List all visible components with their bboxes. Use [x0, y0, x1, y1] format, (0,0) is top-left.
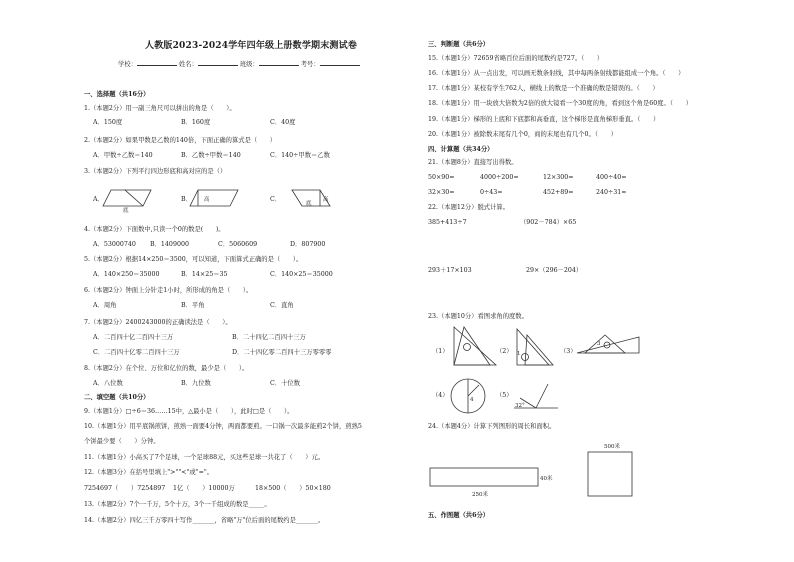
- q22-item-4: 29×（296－204）: [526, 267, 583, 274]
- section-fill: 二、填空题（共10分）: [84, 394, 150, 401]
- header-fields: [118, 61, 360, 68]
- q1-option-a: A．150度: [93, 119, 123, 126]
- q3-c-high-label: 高: [323, 197, 329, 203]
- q21-r1-c3: 12×300=: [543, 174, 574, 181]
- q2-option-c: C．140÷甲数＝乙数: [270, 152, 330, 159]
- q7-option-a: A．二百四十亿二百四十三万: [93, 334, 174, 341]
- question-5: 5.（本题2分）根据14×250＝3500，可以知道，下面算式正确的是（ ）。: [84, 256, 303, 263]
- q6-option-c: C．直角: [270, 302, 294, 309]
- question-10: 10.（本题1分）用平底锅煎饼，煎熟一面要4分钟，两面都要煎。一口锅一次最多能煎2个饼，煎熟5: [84, 423, 362, 430]
- q21-r2-c2: 0÷43=: [480, 189, 503, 196]
- question-21: 21.（本题8分）直接写出得数。: [428, 159, 518, 166]
- q12-item-2: 1亿（ ）10000万: [173, 485, 235, 492]
- school-label: 学校：: [118, 61, 137, 68]
- q1-option-c: C．40度: [270, 119, 296, 126]
- q23-figure-5: [512, 380, 560, 414]
- q24-rect-width-label: 250米: [472, 492, 488, 498]
- q5-option-c: C．140×25＝35000: [270, 271, 333, 278]
- q6-option-a: A．周角: [93, 302, 117, 309]
- q23-angle-label-3: 3: [597, 341, 601, 347]
- section-judge: 三、判断题（共6分）: [428, 41, 490, 48]
- q8-option-c: C．十位数: [270, 380, 301, 387]
- q23-figure-3: [575, 333, 645, 357]
- q23-angle-label-1: 1: [517, 351, 521, 357]
- section-draw: 五、作图题（共6分）: [428, 512, 490, 519]
- exam-no-label: 考号：: [300, 61, 320, 68]
- q23-label-2: （2）: [496, 348, 513, 355]
- question-6: 6.（本题2分）钟面上分针走1小时，所形成的角是（ ）。: [84, 287, 253, 294]
- q24-figure: [428, 440, 638, 510]
- q2-option-a: A．甲数÷乙数＝140: [93, 152, 153, 159]
- class-label: 班级：: [239, 61, 259, 68]
- question-16: 16.（本题1分）从一点出发，可以画无数条射线，其中每两条射线都能组成一个角。（ ）: [428, 70, 685, 77]
- question-15: 15.（本题1分）72659省略百位后面的尾数约是727。（ ）: [428, 55, 604, 62]
- question-24: 24.（本题4分）计算下列图形的周长和面积。: [428, 423, 556, 430]
- page-title: 人教版2023-2024学年四年级上册数学期末测试卷: [145, 41, 358, 51]
- q21-r1-c2: 4000÷200=: [480, 174, 519, 181]
- q7-option-d: D．二十四亿零二百四十三万零零零: [232, 349, 332, 356]
- section-choice: 一、选择题（共16分）: [84, 91, 150, 98]
- q21-r2-c3: 452+89=: [543, 189, 574, 196]
- question-17: 17.（本题1分）某校有学生762人，横线上的数是一个准确的数是错误的。（ ）: [428, 85, 659, 92]
- q21-r1-c4: 400÷40=: [596, 174, 627, 181]
- q5-option-b: B．14×25＝35: [181, 271, 228, 278]
- q3-figure-b: [190, 186, 250, 210]
- q3-figure-c: [282, 186, 342, 212]
- question-8: 8.（本题2分）在个位、万位和亿位的数，最少是（ ）。: [84, 365, 249, 372]
- q23-label-1: （1）: [432, 348, 449, 355]
- q5-option-a: A．140×250＝35000: [93, 271, 160, 278]
- question-9: 9.（本题1分）□÷6＝36……15中，△最小是（ ），此时□是（ ）。: [84, 408, 294, 415]
- q21-r1-c1: 50×90=: [428, 174, 455, 181]
- q24-rect-height-label: 40米: [540, 476, 553, 482]
- q23-figure-4: [449, 377, 487, 415]
- question-4: 4.（本题2分）下面数中,只读一个0的数是( )。: [84, 226, 225, 233]
- question-11: 11.（本题1分）小高买了7个足球，一个足球88元，买这些足球一共花了（ ）元。: [84, 454, 325, 461]
- question-14: 14.（本题2分）四亿三千万零四十写作_______，省略"万"位后面的尾数约是_______。: [84, 517, 325, 524]
- q23-label-3: （3）: [560, 348, 577, 355]
- q3-b-high-label: 高: [204, 197, 210, 203]
- q3-c-base-label: 底: [306, 201, 312, 207]
- question-18: 18.（本题1分）用一块放大倍数为2倍的放大镜看一个30度的角，看到这个角是60度。（ ）: [428, 100, 692, 107]
- q8-option-a: A．八位数: [93, 380, 123, 387]
- question-3: 3.（本题2分）下列平行四边形底和高对应的是（）: [84, 168, 227, 175]
- q2-option-b: B．乙数÷甲数＝140: [181, 152, 241, 159]
- q4-option-b: B．1409000: [150, 241, 189, 248]
- q1-option-b: B．160度: [181, 119, 211, 126]
- question-12: 12.（本题3分）在括号里填上">""<"或"="。: [84, 469, 214, 476]
- q23-angle-label-5: 32°: [515, 403, 525, 409]
- q22-item-1: 385+413÷7: [428, 219, 467, 226]
- q23-label-4: （4）: [432, 392, 449, 399]
- q22-item-3: 293＋17×103: [428, 267, 472, 274]
- q3-figure-a: [103, 186, 163, 212]
- q3-a-base-label: 底: [123, 208, 129, 214]
- q6-option-b: B．平角: [181, 302, 205, 309]
- question-10-cont: 个饼最少要（ ）分钟。: [84, 438, 160, 445]
- q23-figure-1: [450, 325, 500, 370]
- q3-option-b: B．: [181, 196, 192, 203]
- q23-angle-label-4: 4: [470, 397, 474, 403]
- q4-option-d: D．807900: [290, 241, 326, 248]
- q3-option-c: C．: [270, 196, 282, 203]
- q21-r2-c4: 240÷31≈: [596, 189, 627, 196]
- section-calc: 四、计算题（共34分）: [428, 146, 494, 153]
- question-22: 22.（本题12分）脱式计算。: [428, 204, 509, 211]
- q7-option-b: B．二十四亿二百四十三万: [232, 334, 306, 341]
- question-7: 7.（本题2分）2400243000的正确读法是（ ）。: [84, 319, 232, 326]
- q21-r2-c1: 32×30=: [428, 189, 455, 196]
- q3-option-a: A．: [93, 196, 104, 203]
- q8-option-b: B．九位数: [181, 380, 211, 387]
- question-20: 20.（本题1分）被除数末尾有几个0，商的末尾也有几个0。（ ）: [428, 131, 617, 138]
- q4-option-a: A．53000740: [93, 241, 136, 248]
- question-2: 2.（本题2分）如果甲数是乙数的140倍，下面正确的算式是（ ）: [84, 137, 277, 144]
- q12-item-3: 18×500（ ）50×180: [255, 485, 331, 492]
- question-23: 23.（本题10分）看图求角的度数。: [428, 313, 528, 320]
- question-19: 19.（本题1分）梯形的上底和下底都和高垂直，这个梯形是直角梯形垂直。（ ）: [428, 116, 660, 123]
- q23-figure-2: [513, 325, 558, 370]
- q24-square-label: 500米: [604, 444, 620, 450]
- q12-item-1: 7254697（ ）7254897: [84, 485, 166, 492]
- q22-item-2: （902－784）×65: [520, 219, 577, 226]
- q23-label-5: （5）: [496, 392, 513, 399]
- question-13: 13.（本题2分）7个一千万，5个十万，3个一千组成的数是_____。: [84, 501, 271, 508]
- q7-option-c: C．二百四十亿零二百四十三万: [93, 349, 180, 356]
- question-1: 1.（本题2分）用一副三角尺可以拼出的角是（ ）。: [84, 105, 236, 112]
- name-label: 姓名：: [178, 61, 198, 68]
- q4-option-c: C．5060609: [218, 241, 258, 248]
